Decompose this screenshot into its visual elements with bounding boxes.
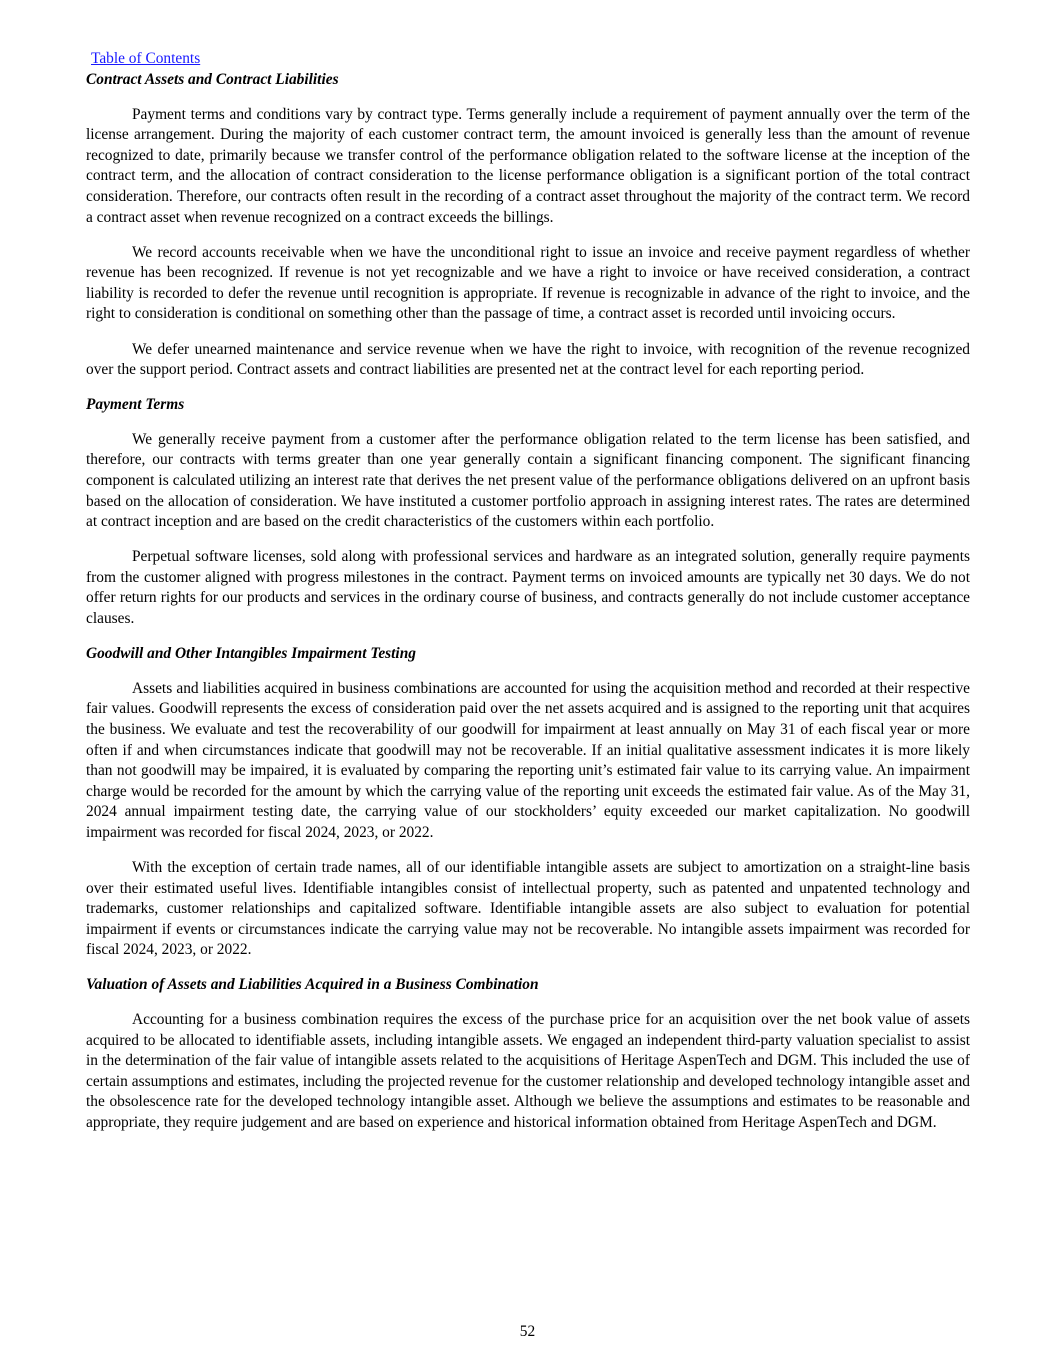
table-of-contents-link[interactable]: Table of Contents [91, 50, 201, 67]
paragraph: With the exception of certain trade names, all of our identifiable intangible assets are subject to amortization on a straight-line basis over their estimated useful lives. Identifiable intangibles consist of intellectual property, such as patented and unpatented technology and trademarks, customer relationships and capitalized software. Identifiable intangible assets are also subject to evaluation for potential impairment if events or circumstances indicate the carrying value may not be recoverable. No intangible assets impairment was recorded for fiscal 2024, 2023, or 2022. [86, 859, 970, 959]
section-heading-valuation: Valuation of Assets and Liabilities Acquired in a Business Combination [86, 976, 539, 994]
page-number: 52 [519, 1323, 536, 1340]
paragraph: Assets and liabilities acquired in business combinations are accounted for using the acquisition method and recorded at their respective fair values. Goodwill represents the excess of consideration paid over the net assets acquired and is assigned to the reporting unit that acquires the business. We evaluate and test the recoverability of our goodwill for impairment at least annually on May 31 of each fiscal year or more often if and when circumstances indicate that goodwill may not be recoverable. If an initial qualitative assessment indicates it is more likely than not goodwill may be impaired, it is evaluated by comparing the reporting unit’s estimated fair value to its carrying value. An impairment charge would be recorded for the amount by which the carrying value of the reporting unit exceeds the estimated fair value. As of the May 31, 2024 annual impairment testing date, the carrying value of our stockholders’ equity exceeded our market capitalization. No goodwill impairment was recorded for fiscal 2024, 2023, or 2022. [86, 679, 970, 841]
paragraph: Perpetual software licenses, sold along with professional services and hardware as an integrated solution, generally require payments from the customer aligned with progress milestones in the contract. Payment terms on invoiced amounts are typically net 30 days. We do not offer return rights for our products and services in the ordinary course of business, and contracts generally do not include customer acceptance clauses. [86, 548, 970, 628]
paragraph: Accounting for a business combination requires the excess of the purchase price for an acquisition over the net book value of assets acquired to be allocated to identifiable assets, including intangible assets. We engaged an independent third-party valuation specialist to assist in the determination of the fair value of intangible assets related to the acquisitions of Heritage AspenTech and DGM. This included the use of certain assumptions and estimates, including the projected revenue for the customer relationship and developed technology intangible asset and the obsolescence rate for the developed technology intangible asset. Although we believe the assumptions and estimates to be reasonable and appropriate, they require judgement and are based on experience and historical information obtained from Heritage AspenTech and DGM. [86, 1011, 970, 1132]
paragraph: We record accounts receivable when we have the unconditional right to issue an invoice and receive payment regardless of whether revenue has been recognized. If revenue is not yet recognizable and we have a right to invoice or have received consideration, a contract liability is recorded to defer the revenue until recognition is appropriate. If revenue is recognizable in advance of the right to invoice, and the right to consideration is conditional on something other than the passage of time, a contract asset is recorded until invoicing occurs. [86, 243, 970, 323]
paragraph: We generally receive payment from a customer after the performance obligation related to the term license has been satisfied, and therefore, our contracts with terms greater than one year generally contain a significant financing component. The significant financing component is calculated utilizing an interest rate that derives the net present value of the performance obligations delivered on an upfront basis based on the allocation of consideration. We have instituted a customer portfolio approach in assigning interest rates. The rates are determined at contract inception and are based on the credit characteristics of the customers within each portfolio. [86, 430, 970, 531]
paragraph: We defer unearned maintenance and service revenue when we have the right to invoice, with recognition of the revenue recognized over the support period. Contract assets and contract liabilities are presented net at the contract level for each reporting period. [86, 340, 970, 379]
section-heading-contract-assets: Contract Assets and Contract Liabilities [86, 71, 339, 88]
paragraph: Payment terms and conditions vary by contract type. Terms generally include a requirement of payment annually over the term of the license arrangement. During the majority of each customer contract term, the amount invoiced is generally less than the amount of revenue recognized to date, primarily because we transfer control of the performance obligation related to the software license at the inception of the contract term, and the allocation of contract consideration to the license performance obligation is a significant portion of the total contract consideration. Therefore, our contracts often result in the recording of a contract asset throughout the majority of the contract term. We record a contract asset when revenue recognized on a contract exceeds the billings. [86, 105, 970, 226]
section-heading-payment-terms: Payment Terms [86, 396, 185, 414]
section-heading-goodwill: Goodwill and Other Intangibles Impairment Testing [86, 645, 416, 663]
document-page [86, 48, 970, 1148]
